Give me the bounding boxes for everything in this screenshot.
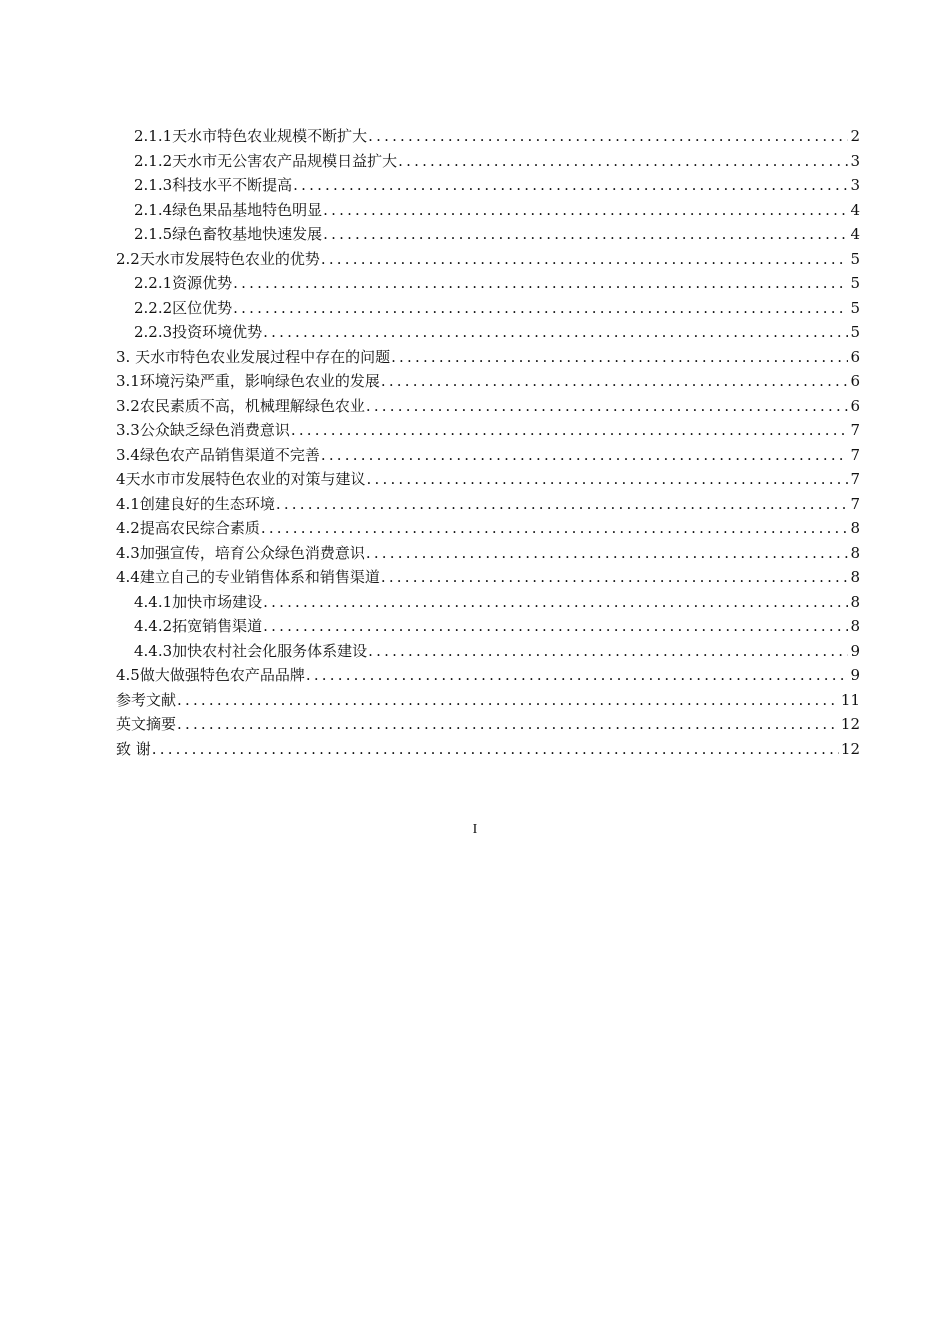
toc-entry bbox=[116, 149, 860, 174]
toc-dot-leader bbox=[263, 320, 848, 345]
toc-entry bbox=[116, 247, 860, 272]
toc-dot-leader bbox=[177, 712, 839, 737]
toc-entry-title: 2.2.2区位优势 bbox=[134, 298, 233, 317]
toc-entry bbox=[116, 345, 860, 370]
toc-dot-leader bbox=[391, 345, 848, 370]
toc-entry-page: 8 bbox=[850, 568, 860, 586]
toc-entry bbox=[116, 565, 860, 590]
toc-entry-title: 3.1环境污染严重，影响绿色农业的发展 bbox=[116, 372, 380, 390]
toc-entry-page: 5 bbox=[850, 249, 860, 268]
toc-entry-page: 8 bbox=[850, 543, 860, 562]
toc-entry-title: 4.4.3加快农村社会化服务体系建设 bbox=[134, 641, 368, 660]
toc-entry-page: 7 bbox=[850, 494, 860, 513]
toc-entry-title: 2.1.1天水市特色农业规模不断扩大 bbox=[134, 127, 368, 145]
toc-entry bbox=[116, 271, 860, 296]
toc-entry-page: 4 bbox=[850, 225, 860, 243]
toc-entry bbox=[116, 541, 860, 566]
toc-entry-page: 7 bbox=[850, 470, 860, 488]
toc-entry bbox=[116, 443, 860, 468]
toc-entry-page: 7 bbox=[850, 421, 860, 439]
toc-entry-page: 11 bbox=[840, 690, 860, 709]
toc-entry bbox=[116, 688, 860, 713]
toc-entry-title: 4.1创建良好的生态环境 bbox=[116, 494, 275, 513]
toc-dot-leader bbox=[291, 418, 849, 443]
toc-entry bbox=[116, 418, 860, 443]
toc-entry bbox=[116, 369, 860, 394]
toc-entry-title: 3.3公众缺乏绿色消费意识 bbox=[116, 421, 290, 439]
toc-dot-leader bbox=[381, 369, 849, 394]
toc-entry bbox=[116, 737, 860, 762]
toc-entry bbox=[116, 198, 860, 223]
toc-entry-page: 3 bbox=[850, 151, 860, 170]
toc-dot-leader bbox=[368, 124, 848, 149]
toc-entry-page: 5 bbox=[850, 274, 860, 292]
toc-entry bbox=[116, 516, 860, 541]
toc-entry-page: 12 bbox=[840, 739, 860, 758]
toc-entry-page: 6 bbox=[850, 372, 860, 390]
toc-entry-title: 3.4绿色农产品销售渠道不完善 bbox=[116, 445, 320, 464]
toc-entry-title: 致 谢 bbox=[116, 739, 151, 758]
page-number: I bbox=[472, 822, 478, 837]
toc-entry-title: 英文摘要 bbox=[116, 715, 177, 733]
toc-entry-title: 参考文献 bbox=[116, 690, 177, 709]
toc-entry-page: 5 bbox=[850, 298, 860, 317]
toc-dot-leader bbox=[321, 247, 849, 272]
toc-entry-title: 2.1.2天水市无公害农产品规模日益扩大 bbox=[134, 151, 398, 170]
toc-entry-page: 2 bbox=[850, 127, 860, 145]
toc-entry-page: 6 bbox=[850, 347, 860, 366]
toc-entry bbox=[116, 614, 860, 639]
toc-dot-leader bbox=[323, 198, 848, 223]
toc-entry bbox=[116, 590, 860, 615]
toc-entry bbox=[116, 124, 860, 149]
toc-entry bbox=[116, 639, 860, 664]
toc-dot-leader bbox=[233, 296, 848, 321]
toc-entry-title: 2.1.4绿色果品基地特色明显 bbox=[134, 200, 323, 219]
toc-entry-title: 4.5做大做强特色农产品品牌 bbox=[116, 666, 305, 684]
toc-entry-title: 4.3加强宣传，培育公众绿色消费意识 bbox=[116, 543, 365, 562]
toc-entry bbox=[116, 320, 860, 345]
toc-entry-page: 7 bbox=[850, 445, 860, 464]
toc-entry-title: 2.1.5绿色畜牧基地快速发展 bbox=[134, 225, 323, 243]
table-of-contents bbox=[116, 124, 860, 761]
toc-entry-title: 4.4建立自己的专业销售体系和销售渠道 bbox=[116, 568, 380, 586]
toc-dot-leader bbox=[366, 394, 849, 419]
toc-entry-page: 6 bbox=[850, 396, 860, 415]
toc-dot-leader bbox=[263, 590, 848, 615]
toc-entry-page: 8 bbox=[850, 617, 860, 635]
toc-entry bbox=[116, 394, 860, 419]
toc-entry-page: 4 bbox=[850, 200, 860, 219]
toc-entry-title: 4天水市市发展特色农业的对策与建议 bbox=[116, 470, 366, 488]
toc-entry-page: 8 bbox=[850, 592, 860, 611]
toc-dot-leader bbox=[261, 516, 849, 541]
toc-dot-leader bbox=[368, 639, 848, 664]
toc-dot-leader bbox=[306, 663, 849, 688]
toc-entry-page: 3 bbox=[850, 176, 860, 194]
toc-entry bbox=[116, 712, 860, 737]
toc-entry-page: 8 bbox=[850, 519, 860, 537]
toc-dot-leader bbox=[263, 614, 848, 639]
toc-entry-title: 2.1.3科技水平不断提高 bbox=[134, 176, 293, 194]
toc-dot-leader bbox=[323, 222, 848, 247]
toc-entry bbox=[116, 173, 860, 198]
toc-entry-title: 2.2天水市发展特色农业的优势 bbox=[116, 249, 320, 268]
toc-entry bbox=[116, 467, 860, 492]
toc-entry-page: 9 bbox=[850, 666, 860, 684]
toc-entry-title: 3.2农民素质不高，机械理解绿色农业 bbox=[116, 396, 365, 415]
toc-entry-title: 4.4.2拓宽销售渠道 bbox=[134, 617, 263, 635]
toc-entry-title: 3. 天水市特色农业发展过程中存在的问题 bbox=[116, 347, 391, 366]
toc-dot-leader bbox=[177, 688, 839, 713]
toc-dot-leader bbox=[152, 737, 839, 762]
toc-dot-leader bbox=[276, 492, 849, 517]
toc-dot-leader bbox=[367, 467, 849, 492]
toc-dot-leader bbox=[381, 565, 849, 590]
toc-entry-page: 5 bbox=[850, 323, 860, 341]
toc-entry-page: 12 bbox=[840, 715, 860, 733]
toc-entry-title: 2.2.1资源优势 bbox=[134, 274, 233, 292]
toc-dot-leader bbox=[366, 541, 849, 566]
toc-entry bbox=[116, 663, 860, 688]
toc-entry bbox=[116, 222, 860, 247]
toc-entry bbox=[116, 296, 860, 321]
toc-dot-leader bbox=[321, 443, 849, 468]
toc-dot-leader bbox=[293, 173, 848, 198]
toc-dot-leader bbox=[398, 149, 848, 174]
toc-entry-page: 9 bbox=[850, 641, 860, 660]
toc-entry-title: 4.2提高农民综合素质 bbox=[116, 519, 260, 537]
toc-entry-title: 2.2.3投资环境优势 bbox=[134, 323, 263, 341]
toc-entry-title: 4.4.1加快市场建设 bbox=[134, 592, 263, 611]
toc-dot-leader bbox=[233, 271, 848, 296]
toc-entry bbox=[116, 492, 860, 517]
